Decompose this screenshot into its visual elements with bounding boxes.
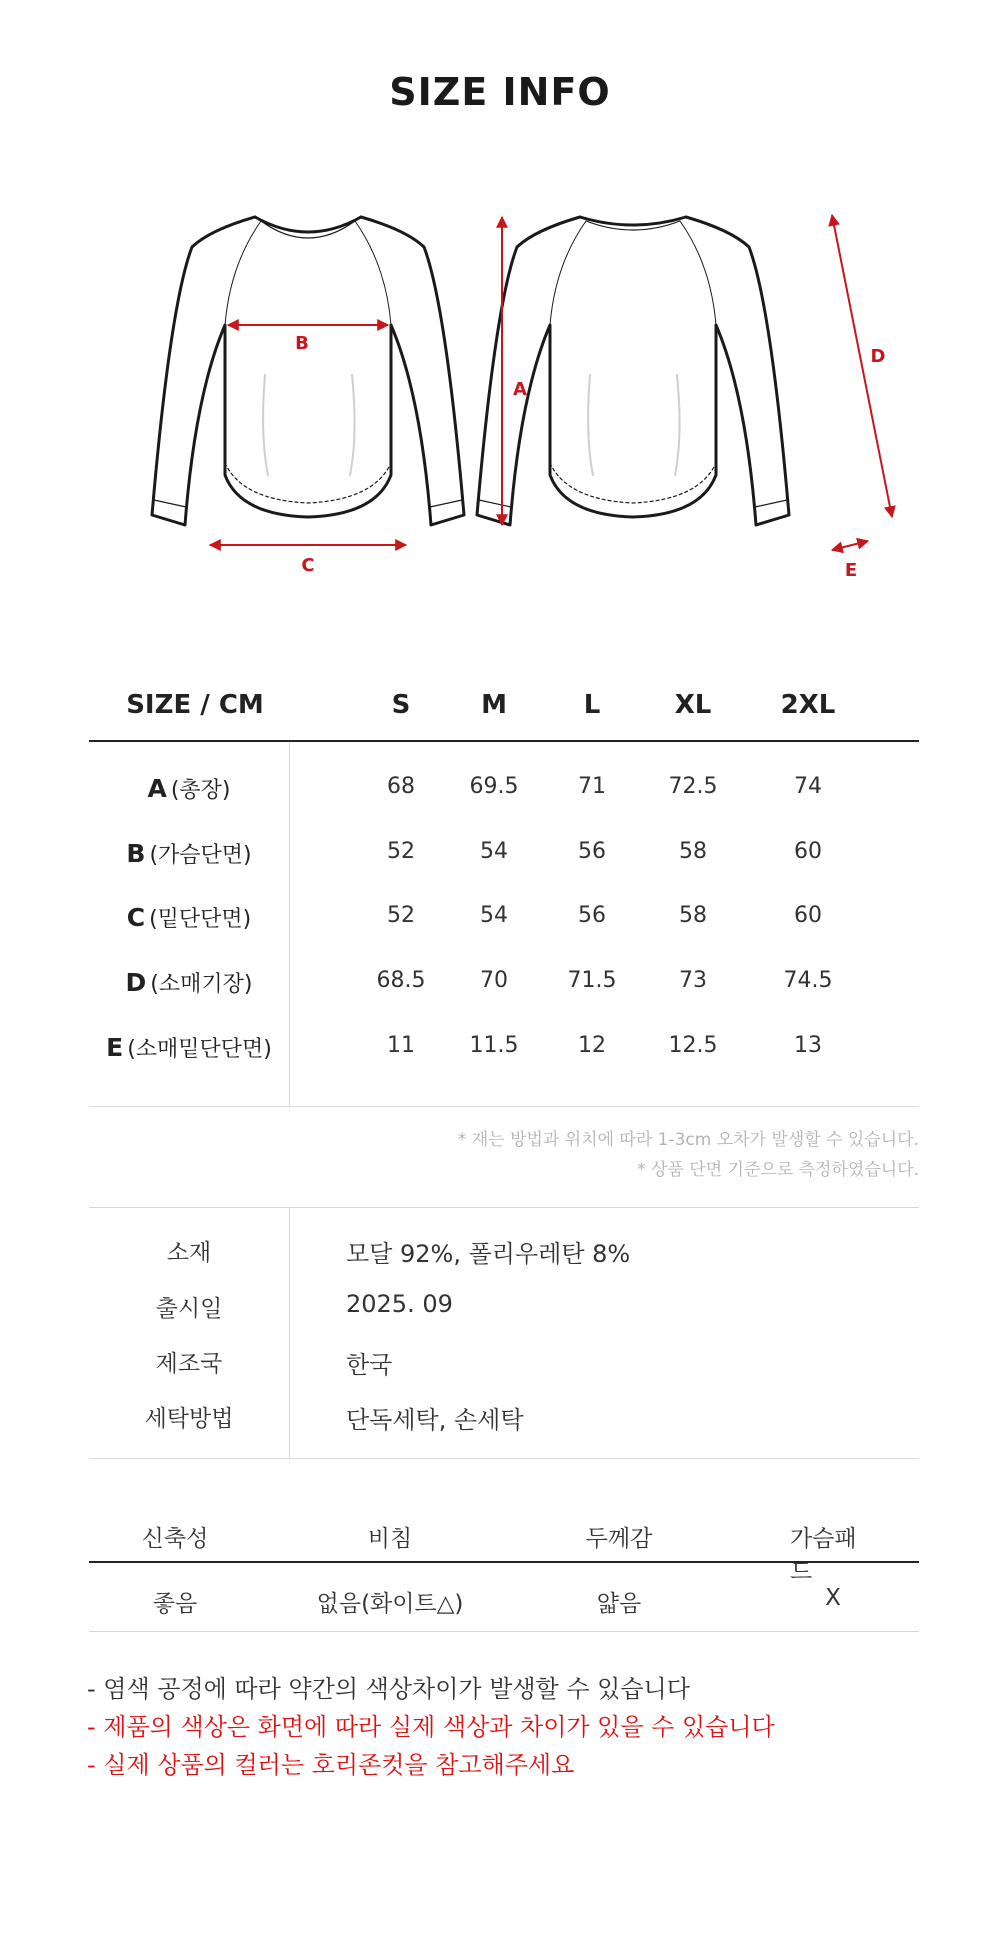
feature-header-sheer: 비침 xyxy=(367,1526,413,1552)
note-line: * 재는 방법과 위치에 따라 1-3cm 오차가 발생할 수 있습니다. xyxy=(457,1130,919,1150)
label-a: A xyxy=(513,379,527,400)
size-col-s: S xyxy=(391,690,411,720)
info-row-origin xyxy=(89,1345,919,1385)
row-label: A (총장) xyxy=(147,774,231,803)
cell: 74 xyxy=(794,774,822,799)
info-value: 모달 92%, 폴리우레탄 8% xyxy=(346,1240,631,1268)
size-row-e xyxy=(89,1026,919,1066)
cell: 70 xyxy=(480,968,508,993)
note-line: * 상품 단면 기준으로 측정하였습니다. xyxy=(637,1160,919,1180)
cell: 58 xyxy=(679,903,707,928)
size-row-d xyxy=(89,961,919,1001)
cell: 52 xyxy=(387,839,415,864)
feature-table-body xyxy=(89,1563,919,1632)
disclaimer-line: - 제품의 색상은 화면에 따라 실제 색상과 차이가 있을 수 있습니다 xyxy=(87,1713,775,1741)
info-row-washing xyxy=(89,1400,919,1440)
cell: 13 xyxy=(794,1033,822,1058)
info-value: 한국 xyxy=(346,1351,393,1379)
row-label: E (소매밑단단면) xyxy=(106,1033,272,1062)
size-header-label: SIZE / CM xyxy=(126,690,264,720)
row-label: D (소매기장) xyxy=(125,968,253,997)
row-label: C (밑단단면) xyxy=(126,903,252,932)
label-e: E xyxy=(844,560,858,581)
cell: 58 xyxy=(679,839,707,864)
cell: 68 xyxy=(387,774,415,799)
label-c: C xyxy=(301,555,315,576)
size-col-l: L xyxy=(583,690,601,720)
size-col-xl: XL xyxy=(674,690,712,720)
cell: 52 xyxy=(387,903,415,928)
cell: 54 xyxy=(480,839,508,864)
size-row-b xyxy=(89,832,919,872)
front-shirt-drawing xyxy=(152,217,464,525)
size-table-header xyxy=(89,680,919,742)
page-title: SIZE INFO xyxy=(389,70,611,114)
feature-value-stretch: 좋음 xyxy=(152,1591,198,1617)
back-shirt-drawing xyxy=(477,217,789,525)
disclaimer-line: - 염색 공정에 따라 약간의 색상차이가 발생할 수 있습니다 xyxy=(87,1675,690,1703)
feature-value-thickness: 얇음 xyxy=(596,1591,642,1617)
info-key: 소재 xyxy=(166,1240,212,1266)
cell: 69.5 xyxy=(469,774,519,799)
label-d: D xyxy=(870,346,886,367)
garment-illustration xyxy=(130,195,910,595)
measurement-notes xyxy=(89,1125,919,1185)
cell: 12 xyxy=(578,1033,606,1058)
feature-value-chest-pad: X xyxy=(825,1585,841,1611)
info-key: 출시일 xyxy=(155,1296,223,1322)
cell: 11 xyxy=(387,1033,415,1058)
color-disclaimer xyxy=(87,1670,947,1784)
size-col-m: M xyxy=(481,690,507,720)
feature-header-thickness: 두께감 xyxy=(585,1526,653,1552)
cell: 56 xyxy=(578,839,606,864)
feature-value-sheer: 없음(화이트△) xyxy=(316,1591,464,1617)
info-key: 세탁방법 xyxy=(144,1406,234,1432)
size-col-2xl: 2XL xyxy=(780,690,836,720)
feature-table-header xyxy=(89,1508,919,1585)
cell: 68.5 xyxy=(376,968,426,993)
cell: 56 xyxy=(578,903,606,928)
cell: 74.5 xyxy=(783,968,833,993)
info-value: 2025. 09 xyxy=(346,1290,453,1318)
cell: 54 xyxy=(480,903,508,928)
size-table-body xyxy=(89,742,919,1107)
info-key: 제조국 xyxy=(155,1351,223,1377)
label-b: B xyxy=(295,333,309,354)
measure-line-e xyxy=(832,541,868,550)
cell: 73 xyxy=(679,968,707,993)
size-row-c xyxy=(89,896,919,936)
feature-header-stretch: 신축성 xyxy=(141,1526,209,1552)
cell: 71 xyxy=(578,774,606,799)
cell: 60 xyxy=(794,903,822,928)
size-row-a xyxy=(89,767,919,807)
cell: 71.5 xyxy=(567,968,617,993)
cell: 11.5 xyxy=(469,1033,519,1058)
disclaimer-line: - 실제 상품의 컬러는 호리존컷을 참고해주세요 xyxy=(87,1751,575,1779)
row-label: B (가슴단면) xyxy=(126,839,252,868)
size-table xyxy=(89,680,919,1107)
product-info-table xyxy=(89,1207,919,1459)
feature-header-chest-pad: 가슴패드 xyxy=(790,1526,857,1585)
measurement-diagram xyxy=(130,195,910,595)
info-value: 단독세탁, 손세탁 xyxy=(346,1406,524,1434)
cell: 12.5 xyxy=(668,1033,718,1058)
cell: 72.5 xyxy=(668,774,718,799)
cell: 60 xyxy=(794,839,822,864)
info-row-material xyxy=(89,1234,919,1274)
feature-table xyxy=(89,1508,919,1632)
info-row-release xyxy=(89,1290,919,1330)
